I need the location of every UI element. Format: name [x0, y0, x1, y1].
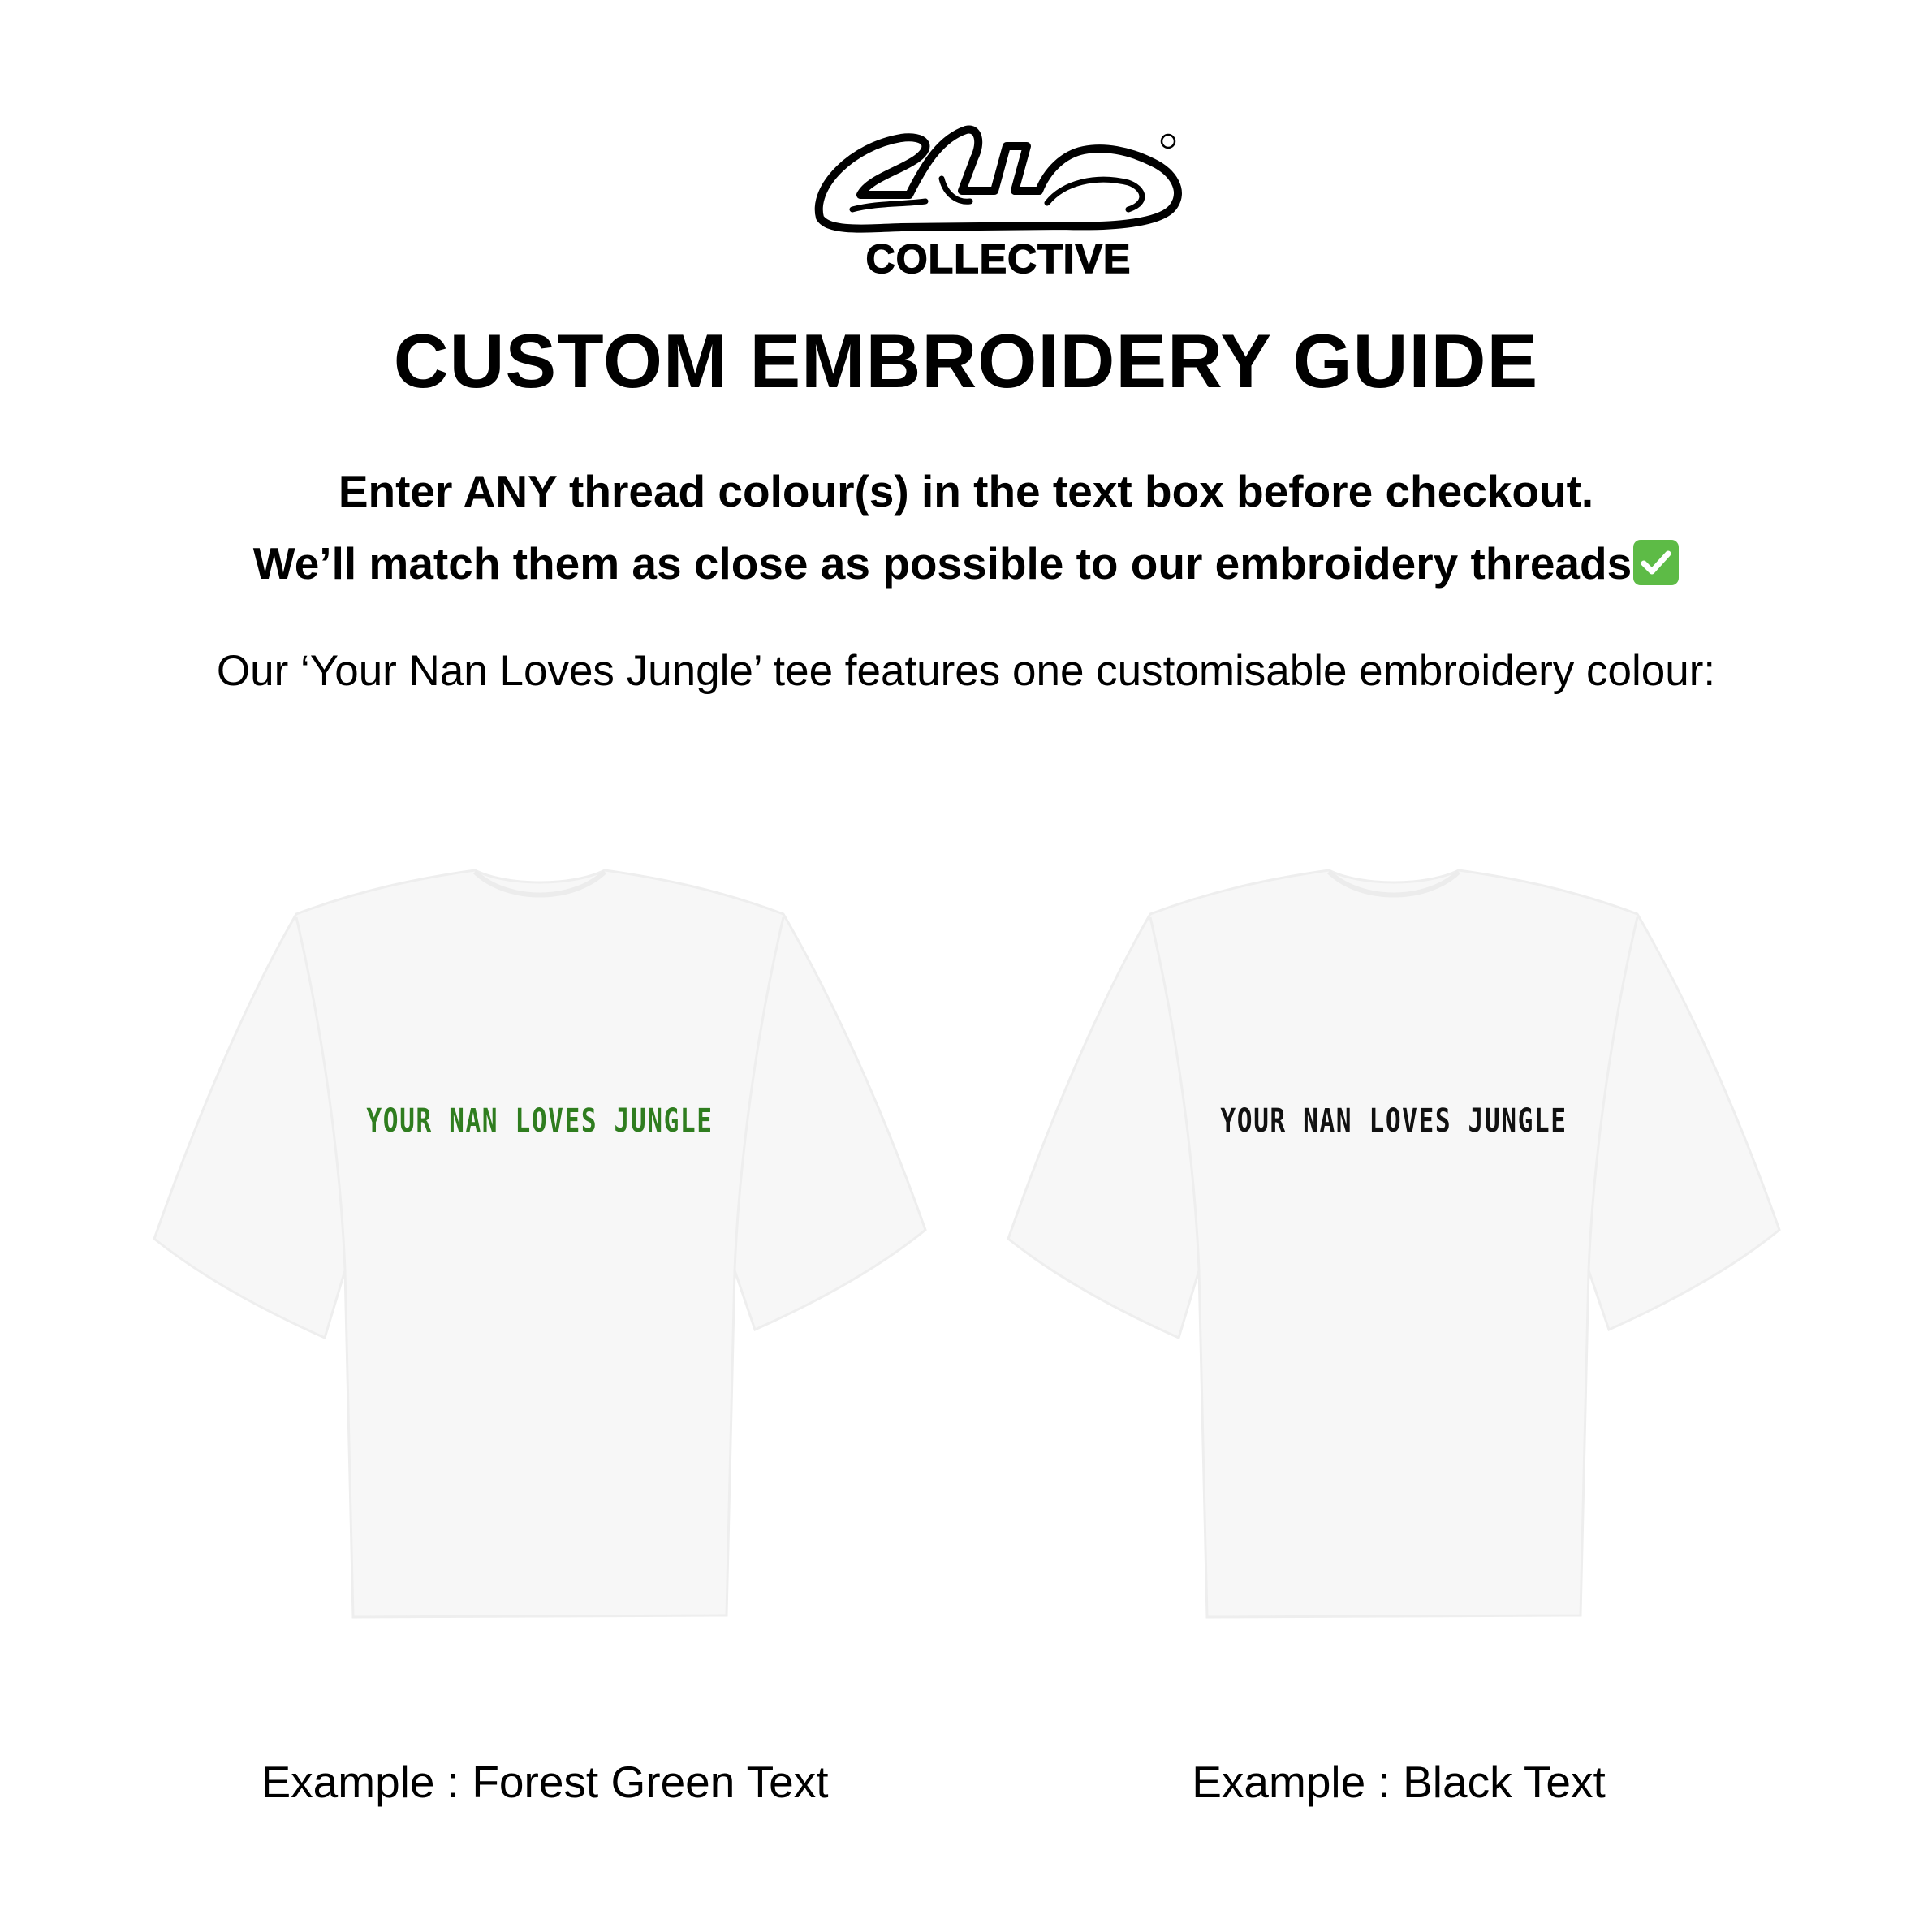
brand-collective-text: COLLECTIVE — [865, 236, 1132, 282]
shirt-body — [154, 870, 925, 1617]
instruction-line-1: Enter ANY thread colour(s) in the text box before checkout. — [338, 466, 1594, 516]
page-title: CUSTOM EMBROIDERY GUIDE — [393, 318, 1539, 403]
shirt-body — [1008, 870, 1779, 1617]
brand-logo — [804, 114, 1193, 284]
feature-description: Our ‘Your Nan Loves Jungle’ tee features one customisable embroidery colour: — [216, 647, 1716, 695]
tee-example-forest-green — [150, 860, 929, 1640]
instruction-line-2-text: We’ll match them as close as possible to our embroidery threads — [252, 538, 1632, 589]
caption-black: Example : Black Text — [1192, 1757, 1606, 1807]
embroidery-text: YOUR NAN LOVES JUNGLE — [366, 1102, 714, 1140]
instruction-line-2 — [0, 538, 1932, 589]
embroidery-text: YOUR NAN LOVES JUNGLE — [1220, 1102, 1568, 1140]
caption-forest-green: Example : Forest Green Text — [261, 1757, 829, 1807]
tshirt-image — [1004, 860, 1783, 1640]
tshirt-image — [150, 860, 929, 1640]
culture-script-logo — [804, 114, 1193, 244]
tee-example-black — [1004, 860, 1783, 1640]
check-mark-icon — [1633, 540, 1679, 585]
